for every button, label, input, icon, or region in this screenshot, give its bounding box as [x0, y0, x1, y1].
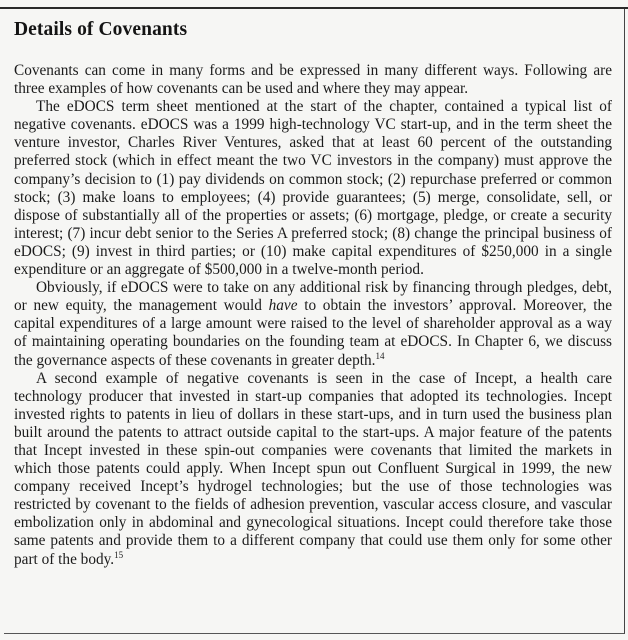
footnote-marker-15: 15: [114, 549, 124, 560]
paragraph-edocs-term-sheet: The eDOCS term sheet mentioned at the start of the chapter, contained a typical list of negative covenants. eDOCS was a 1999 high-technology VC start-up, and in the term sheet the venture investor, Charles River Ventures, asked that at least 60 percent of the outstanding preferred stock (which in effect meant the two VC investors in the company) must approve the company’s decision to (1) pay dividends on common stock; (2) repurchase preferred or common stock; (3) make loans to employees; (4) provide guarantees; (5) merge, consolidate, sell, or dispose of substantially all of the properties or assets; (6) mortgage, pledge, or create a security interest; (7) incur debt senior to the Series A preferred stock; (8) change the principal business of eDOCS; (9) invest in third parties; or (10) make capital expenditures of $250,000 in a single expenditure or an aggregate of $500,000 in a twelve-month period.: [14, 98, 612, 279]
paragraph-edocs-approval-after: to obtain the investors’ approval. Moreover, the capital expenditures of a large amount were raised to the level of shareholder approval as a way of maintaining operating boundaries on the founding team at eDOCS. In Chapter 6, we discuss the governance aspects of these covenants in greater depth.: [14, 297, 612, 369]
footnote-marker-14: 14: [375, 350, 385, 361]
paragraph-incept: [14, 370, 612, 569]
section-heading: Details of Covenants: [14, 19, 188, 40]
paragraph-incept-text: A second example of negative covenants is seen in the case of Incept, a health care technology producer that invested in start-up companies that adopted its technologies. Incept invested rights to patents in lieu of dollars in these start-ups, and in turn used the business plan built around the patents to attract outside capital to the start-ups. A major feature of the patents that Incept invested in these spin-out companies were covenants that limited the markets in which those patents could apply. When Incept spun out Confluent Surgical in 1999, the new company received Incept’s hydrogel technologies; but the use of those technologies was restricted by covenant to the fields of adhesion prevention, vascular access closure, and vascular embolization only in abdominal and gynecological situations. Incept could therefore take those same patents and provide them to a different company that could use them only for some other part of the body.: [14, 369, 612, 568]
emphasis-have: have: [268, 297, 298, 315]
paragraph-edocs-approval: [14, 279, 612, 369]
paragraph-intro: Covenants can come in many forms and be expressed in many different ways. Following are three examples of how covenants can be used and where they may appear.: [14, 62, 612, 98]
paragraph-edocs-approval-before: Obviously, if eDOCS were to take on any additional risk by financing through pledges, debt, or new equity, the management would: [14, 279, 612, 315]
body-text: [14, 62, 612, 569]
